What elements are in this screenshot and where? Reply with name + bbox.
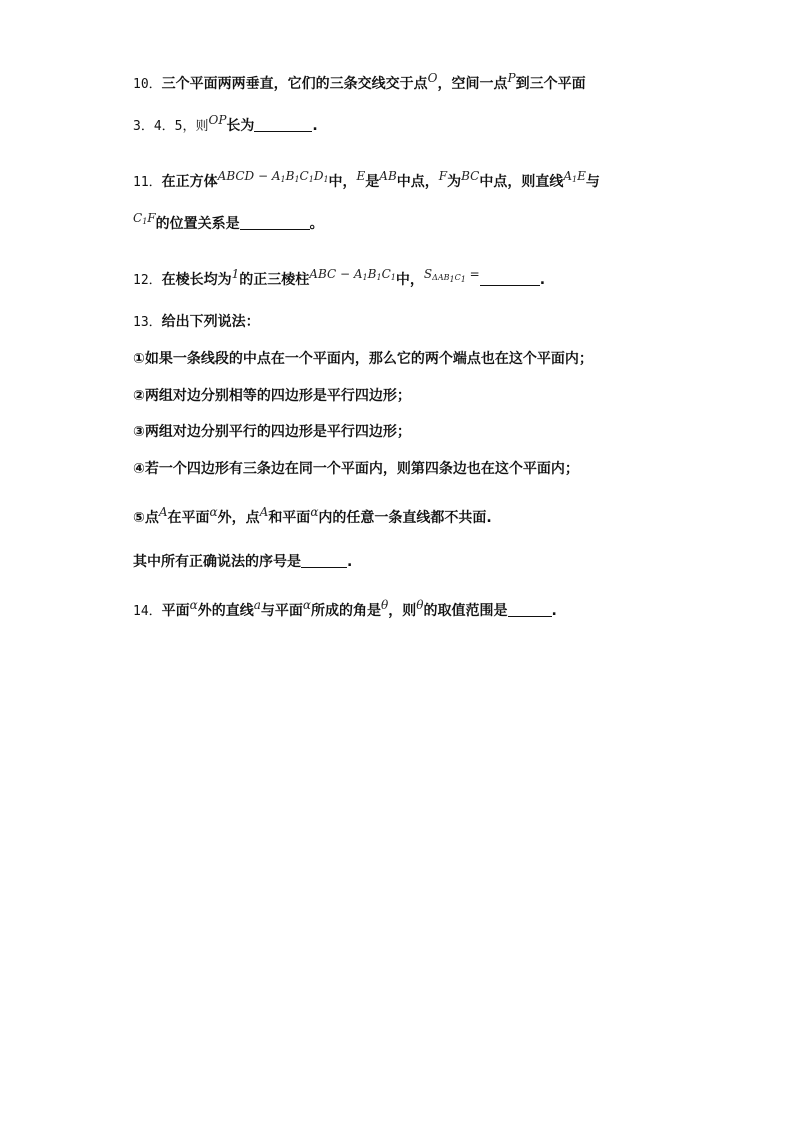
q11-line-2: $C_1F$的位置关系是 。 <box>133 211 324 232</box>
q13-item-2: ②两组对边分别相等的四边形是平行四边形； <box>133 388 411 404</box>
q10-line-1: 10．三个平面两两垂直，它们的三条交线交于点O，空间一点P到三个平面 <box>133 71 586 92</box>
math-point-o: O <box>427 71 438 85</box>
q12-line: 12．在棱长均为1的正三棱柱ABC − $A_1B_1C_1$中，$S_{\Delta AB_1C_1}$ = . <box>133 267 546 288</box>
q11-line-1: 11．在正方体ABCD − $A_1B_1C_1D_1$中，E是AB中点，F为BC中点，则直线$A_1E$与 <box>133 169 600 190</box>
q14-number: 14． <box>133 604 162 619</box>
math-cube: ABCD − $A_1B_1C_1D_1$ <box>217 169 329 184</box>
q11-number: 11． <box>133 175 162 190</box>
q13-item-1: ①如果一条线段的中点在一个平面内，那么它的两个端点也在这个平面内； <box>133 351 593 367</box>
q13-intro: 13．给出下列说法： <box>133 314 260 330</box>
answer-blank-q12[interactable] <box>480 271 540 286</box>
q14-line: 14．平面α外的直线a与平面α所成的角是θ，则θ的取值范围是 . <box>133 598 557 619</box>
q10-line-2: 3．4．5，则OP长为 . <box>133 113 318 134</box>
math-prism: ABC − $A_1B_1C_1$ <box>309 267 396 282</box>
math-point-p: P <box>507 71 516 85</box>
answer-blank-q13[interactable] <box>301 553 347 568</box>
math-area: $S_{\Delta AB_1C_1}$ = <box>423 267 480 284</box>
math-op: OP <box>208 113 227 127</box>
q13-item-3: ③两组对边分别平行的四边形是平行四边形； <box>133 424 411 440</box>
q13-item-5: ⑤点A在平面α外，点A和平面α内的任意一条直线都不共面. <box>133 505 492 526</box>
q13-number: 13． <box>133 315 162 330</box>
q13-item-4: ④若一个四边形有三条边在同一个平面内，则第四条边也在这个平面内； <box>133 461 579 477</box>
q13-ask: 其中所有正确说法的序号是 . <box>133 554 353 570</box>
answer-blank-q11[interactable] <box>240 215 310 230</box>
q12-number: 12． <box>133 273 162 288</box>
answer-blank-q10[interactable] <box>254 117 312 132</box>
answer-blank-q14[interactable] <box>508 602 552 617</box>
q10-number: 10． <box>133 77 162 92</box>
